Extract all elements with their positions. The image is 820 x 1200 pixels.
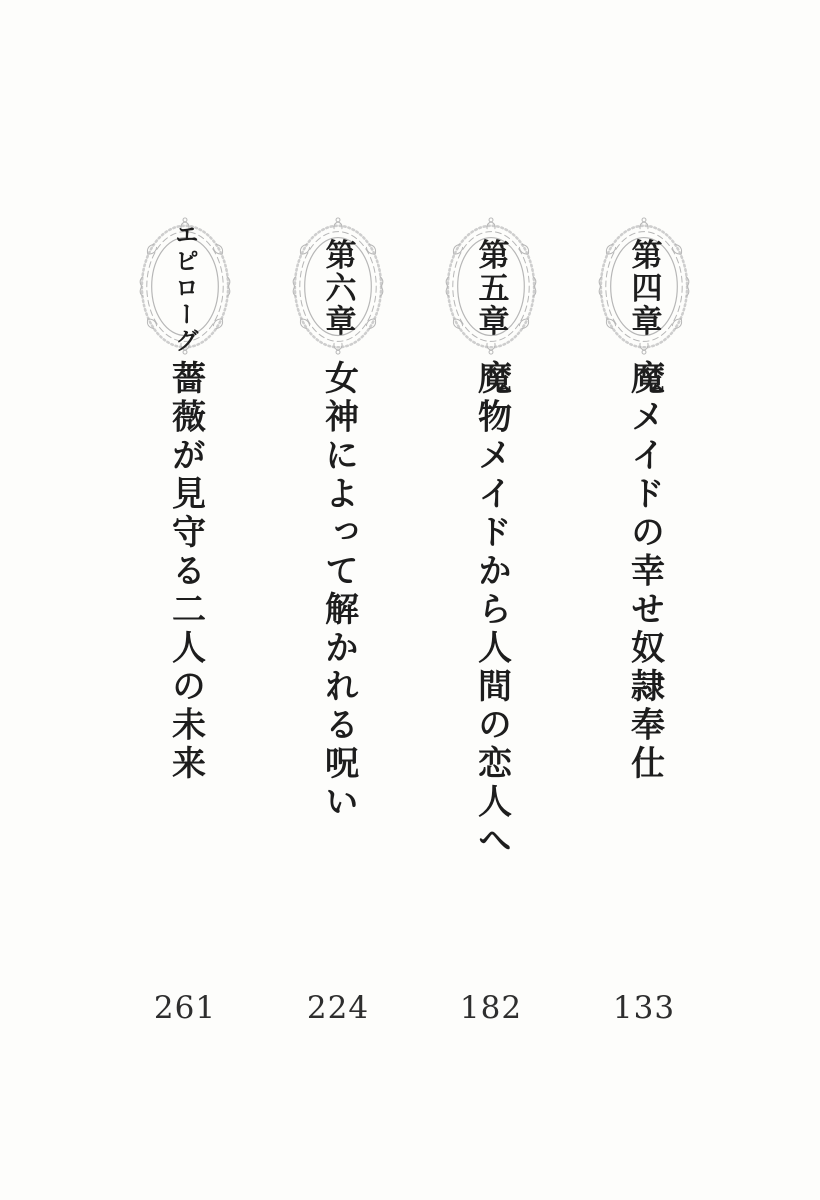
page-number: 182 xyxy=(459,990,523,1026)
chapter-label: 第五章 xyxy=(472,238,509,337)
chapter-label-frame xyxy=(592,215,696,360)
chapter-label: エピローグ xyxy=(170,221,200,354)
toc-entry-chapter-6 xyxy=(278,215,398,1045)
chapter-title: 魔メイドの幸せ奴隷奉仕 xyxy=(624,360,665,784)
chapter-title: 女神によって解かれる呪い xyxy=(318,360,359,822)
page-number: 224 xyxy=(306,990,370,1026)
chapter-label-frame xyxy=(439,215,543,360)
toc-entry-chapter-5 xyxy=(431,215,551,1045)
chapter-label: 第四章 xyxy=(625,238,662,337)
chapter-label-frame xyxy=(286,215,390,360)
chapter-label-frame xyxy=(133,215,237,360)
chapter-title: 魔物メイドから人間の恋人へ xyxy=(471,360,512,861)
chapter-title: 薔薇が見守る二人の未来 xyxy=(165,360,206,784)
toc-entry-epilogue xyxy=(125,215,245,1045)
page-number: 133 xyxy=(612,990,676,1026)
toc-entry-chapter-4 xyxy=(584,215,704,1045)
chapter-label: 第六章 xyxy=(319,238,356,337)
page-number: 261 xyxy=(153,990,217,1026)
